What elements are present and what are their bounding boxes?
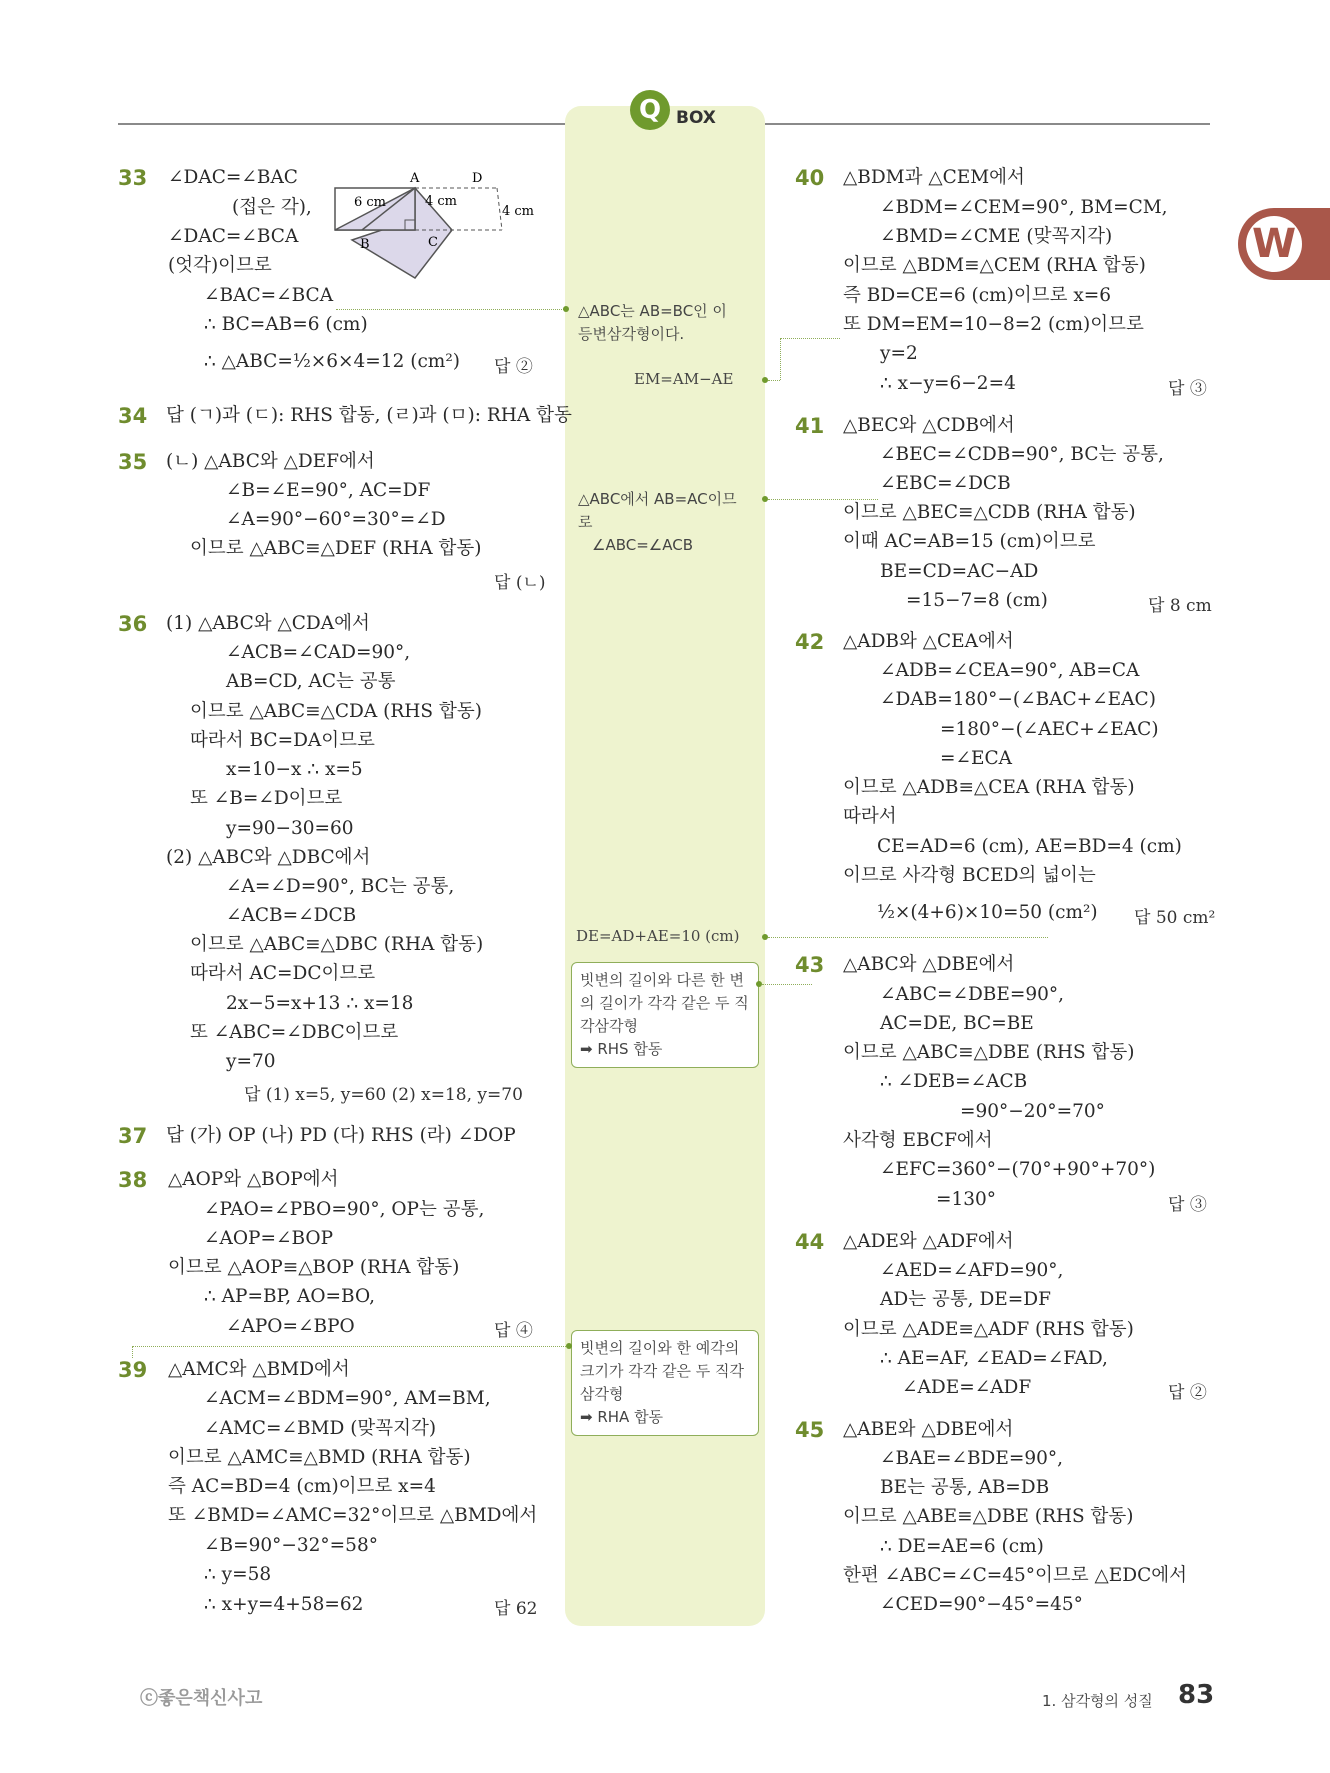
note-line: △ABC에서 AB=AC이므	[578, 490, 737, 508]
line: 따라서 AC=DC이므로	[190, 963, 376, 984]
line: y=2	[880, 343, 918, 364]
line: ∠APO=∠BPO	[226, 1316, 355, 1337]
problem-number: 42	[795, 630, 825, 654]
line: ∠BMD=∠CME (맞꼭지각)	[880, 226, 1113, 247]
label-b: B	[360, 237, 370, 252]
chapter-title: 1. 삼각형의 성질	[1042, 1692, 1153, 1710]
note-line: 빗변의 길이와 다른 한 변	[580, 971, 744, 989]
line: ∠B=90°−32°=58°	[204, 1535, 378, 1556]
line: 이므로 △ADE≡△ADF (RHS 합동)	[843, 1319, 1134, 1340]
line: ∠EFC=360°−(70°+90°+70°)	[880, 1159, 1156, 1180]
line: ∠BAC=∠BCA	[204, 285, 334, 306]
line: ∠ACB=∠DCB	[226, 905, 357, 926]
line: BE는 공통, AB=DB	[880, 1477, 1050, 1498]
line: (ㄴ) △ABC와 △DEF에서	[166, 451, 375, 472]
line: 이므로 △ADB≡△CEA (RHA 합동)	[843, 777, 1135, 798]
line: ∴ AE=AF, ∠EAD=∠FAD,	[880, 1348, 1108, 1369]
line: ∠ADB=∠CEA=90°, AB=CA	[880, 660, 1140, 681]
qbox-note	[578, 488, 737, 557]
qbox-note: DE=AD+AE=10 (cm)	[576, 927, 740, 945]
line: △BDM과 △CEM에서	[843, 167, 1025, 188]
answer: 답 ②	[494, 357, 533, 377]
problem-number: 43	[795, 953, 825, 977]
line: =90°−20°=70°	[960, 1101, 1105, 1122]
page-number: 83	[1178, 1680, 1215, 1710]
line: △ABE와 △DBE에서	[843, 1419, 1014, 1440]
line: ∠ACB=∠CAD=90°,	[226, 642, 411, 663]
line: 이므로 △AOP≡△BOP (RHA 합동)	[168, 1257, 460, 1278]
line: ∴ △ABC=½×6×4=12 (cm²)	[204, 351, 460, 372]
line: 즉 AC=BD=4 (cm)이므로 x=4	[168, 1476, 436, 1497]
label-d: D	[472, 171, 483, 186]
line: ∴ BC=AB=6 (cm)	[204, 314, 368, 335]
note-line: ➡ RHA 합동	[580, 1408, 664, 1426]
line: ∠AED=∠AFD=90°,	[880, 1260, 1064, 1281]
label-c: C	[428, 235, 438, 250]
line: =180°−(∠AEC+∠EAC)	[940, 719, 1159, 740]
leader-line	[780, 338, 840, 339]
line: 한편 ∠ABC=∠C=45°이므로 △EDC에서	[843, 1565, 1187, 1586]
line: 따라서 BC=DA이므로	[190, 730, 375, 751]
line: ∴ DE=AE=6 (cm)	[880, 1536, 1044, 1557]
note-line: ➡ RHS 합동	[580, 1040, 663, 1058]
note-line: 등변삼각형이다.	[578, 325, 685, 343]
line: △ADE와 △ADF에서	[843, 1231, 1014, 1252]
leader-dot	[563, 306, 569, 312]
line: 이므로 △ABE≡△DBE (RHS 합동)	[843, 1506, 1134, 1527]
label-a: A	[410, 171, 420, 186]
line: 이므로 △ABC≡△DBE (RHS 합동)	[843, 1042, 1135, 1063]
leader-line	[132, 1346, 566, 1347]
q-badge-icon: Q	[630, 90, 670, 130]
line: 이므로 △AMC≡△BMD (RHA 합동)	[168, 1447, 471, 1468]
line: ∠DAC=∠BCA	[168, 226, 299, 247]
line: 이므로 사각형 BCED의 넓이는	[843, 865, 1096, 886]
line: ∠DAB=180°−(∠BAC+∠EAC)	[880, 689, 1156, 710]
line: 또 DM=EM=10−8=2 (cm)이므로	[843, 314, 1144, 335]
note-line: 로	[578, 513, 593, 531]
answer: 답 (1) x=5, y=60 (2) x=18, y=70	[244, 1085, 523, 1105]
line: 이므로 △BDM≡△CEM (RHA 합동)	[843, 255, 1146, 276]
line: AD는 공통, DE=DF	[880, 1289, 1051, 1310]
leader-line	[768, 380, 780, 381]
line: △BEC와 △CDB에서	[843, 415, 1015, 436]
leader-line	[768, 499, 878, 500]
answer: 답 8 cm	[1148, 596, 1212, 616]
answer: 답 ④	[494, 1321, 533, 1341]
w-logo-icon: W	[1246, 216, 1302, 272]
line: 답 (ㄱ)과 (ㄷ): RHS 합동, (ㄹ)과 (ㅁ): RHA 합동	[166, 405, 572, 426]
line: 따라서	[843, 806, 897, 827]
line: ∠B=∠E=90°, AC=DF	[226, 480, 431, 501]
line: ∠AOP=∠BOP	[204, 1228, 334, 1249]
problem-number: 44	[795, 1230, 825, 1254]
problem-number: 34	[118, 404, 148, 428]
line: ∠ABC=∠DBE=90°,	[880, 984, 1065, 1005]
problem-number: 41	[795, 414, 825, 438]
line: ∠BEC=∠CDB=90°, BC는 공통,	[880, 444, 1164, 465]
line: △ABC와 △DBE에서	[843, 954, 1015, 975]
leader-line	[780, 338, 781, 380]
line: ∠BDM=∠CEM=90°, BM=CM,	[880, 197, 1168, 218]
line: AC=DE, BC=BE	[880, 1013, 1034, 1034]
line: ∠ACM=∠BDM=90°, AM=BM,	[204, 1388, 491, 1409]
leader-line	[768, 937, 1048, 938]
line: ∠DAC=∠BAC	[168, 167, 298, 188]
line: ∴ ∠DEB=∠ACB	[880, 1071, 1028, 1092]
line: ½×(4+6)×10=50 (cm²)	[877, 902, 1098, 923]
note-line: 크기가 각각 같은 두 직각	[580, 1362, 744, 1380]
publisher-logo: ⓒ좋은책신사고	[140, 1688, 263, 1709]
line: 이므로 △ABC≡△DEF (RHA 합동)	[190, 538, 482, 559]
line: y=90−30=60	[226, 818, 354, 839]
line: =130°	[936, 1189, 997, 1210]
line: 또 ∠B=∠D이므로	[190, 788, 343, 809]
problem-number: 45	[795, 1418, 825, 1442]
answer: 답 (ㄴ)	[494, 573, 546, 593]
line: ∴ y=58	[204, 1564, 272, 1585]
problem-number: 37	[118, 1124, 148, 1148]
line: ∠CED=90°−45°=45°	[880, 1594, 1083, 1615]
line: =15−7=8 (cm)	[906, 590, 1048, 611]
line: (2) △ABC와 △DBC에서	[166, 847, 371, 868]
leader-dot	[566, 1343, 572, 1349]
note-line: 각삼각형	[580, 1017, 638, 1035]
answer: 답 ③	[1168, 1195, 1207, 1215]
note-line: 의 길이가 각각 같은 두 직	[580, 994, 749, 1012]
line: x=10−x ∴ x=5	[226, 759, 363, 780]
note-line: 삼각형	[580, 1385, 624, 1403]
line: 이므로 △BEC≡△CDB (RHA 합동)	[843, 502, 1136, 523]
line: ∠AMC=∠BMD (맞꼭지각)	[204, 1418, 437, 1439]
line: (접은 각),	[232, 197, 312, 218]
rha-definition-box	[571, 1330, 759, 1436]
label-4cm-inner: 4 cm	[425, 194, 458, 209]
answer: 답 ②	[1168, 1383, 1207, 1403]
line: 이므로 △ABC≡△CDA (RHS 합동)	[190, 701, 482, 722]
answer: 답 ③	[1168, 379, 1207, 399]
line: AB=CD, AC는 공통	[226, 671, 396, 692]
note-line: 빗변의 길이와 한 예각의	[580, 1339, 740, 1357]
line: △AMC와 △BMD에서	[168, 1359, 350, 1380]
label-6cm: 6 cm	[354, 195, 387, 210]
line: ∠EBC=∠DCB	[880, 473, 1011, 494]
leader-line	[132, 1346, 133, 1358]
note-line: ∠ABC=∠ACB	[592, 536, 693, 554]
line: △AOP와 △BOP에서	[168, 1169, 339, 1190]
label-4cm-outer: 4 cm	[502, 204, 535, 219]
line: ∴ AP=BP, AO=BO,	[204, 1286, 375, 1307]
line: 2x−5=x+13 ∴ x=18	[226, 993, 414, 1014]
note-line: △ABC는 AB=BC인 이	[578, 302, 727, 320]
qbox-note: EM=AM−AE	[634, 370, 734, 388]
box-label: BOX	[676, 108, 716, 128]
qbox-note	[578, 300, 727, 346]
answer: 답 62	[494, 1599, 538, 1619]
line: (1) △ABC와 △CDA에서	[166, 613, 370, 634]
line: ∠A=90°−60°=30°=∠D	[226, 509, 446, 530]
line: 이므로 △ABC≡△DBC (RHA 합동)	[190, 934, 484, 955]
leader-line	[762, 984, 812, 985]
line: y=70	[226, 1051, 276, 1072]
line: CE=AD=6 (cm), AE=BD=4 (cm)	[877, 836, 1182, 857]
line: ∠PAO=∠PBO=90°, OP는 공통,	[204, 1199, 485, 1220]
line: 또 ∠ABC=∠DBC이므로	[190, 1022, 399, 1043]
line: ∠A=∠D=90°, BC는 공통,	[226, 876, 455, 897]
line: BE=CD=AC−AD	[880, 561, 1039, 582]
problem-number: 36	[118, 612, 148, 636]
problem-number: 35	[118, 450, 148, 474]
line: ∴ x−y=6−2=4	[880, 373, 1016, 394]
problem-number: 39	[118, 1358, 148, 1382]
line: ∠ADE=∠ADF	[902, 1377, 1032, 1398]
line: 즉 BD=CE=6 (cm)이므로 x=6	[843, 285, 1112, 306]
line: 사각형 EBCF에서	[843, 1130, 993, 1151]
line: =∠ECA	[940, 748, 1013, 769]
answer: 답 50 cm²	[1134, 908, 1216, 928]
line: 이때 AC=AB=15 (cm)이므로	[843, 531, 1096, 552]
line: ∴ x+y=4+58=62	[204, 1594, 364, 1615]
line: 또 ∠BMD=∠AMC=32°이므로 △BMD에서	[168, 1505, 538, 1526]
line: (엇각)이므로	[168, 255, 272, 276]
leader-line	[336, 309, 564, 310]
problem-number: 33	[118, 166, 148, 190]
rhs-definition-box	[571, 962, 759, 1068]
problem-number: 40	[795, 166, 825, 190]
line: ∠BAE=∠BDE=90°,	[880, 1448, 1064, 1469]
problem-number: 38	[118, 1168, 148, 1192]
line: 답 (가) OP (나) PD (다) RHS (라) ∠DOP	[166, 1125, 516, 1146]
line: △ADB와 △CEA에서	[843, 631, 1014, 652]
folded-rectangle-figure	[332, 170, 552, 280]
